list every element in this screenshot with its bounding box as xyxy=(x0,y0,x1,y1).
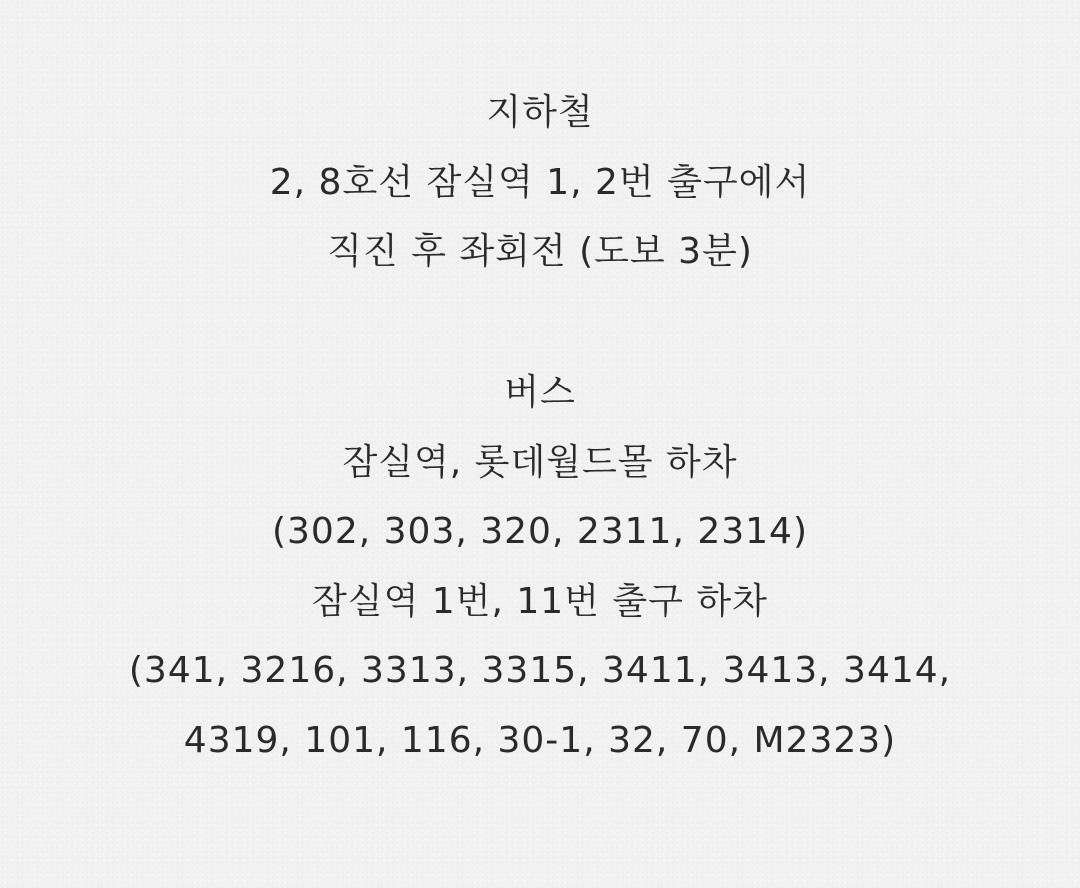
bus-stop-1-routes: (302, 303, 320, 2311, 2314) xyxy=(271,511,808,552)
subway-section xyxy=(0,78,1080,287)
bus-stop-2-routes-2: 4319, 101, 116, 30-1, 32, 70, M2323) xyxy=(183,719,897,761)
bus-stop-2-routes-1: (341, 3216, 3313, 3315, 3411, 3413, 3414, xyxy=(128,650,952,691)
bus-stop-1: 잠실역, 롯데월드몰 하차 xyxy=(342,441,738,483)
bus-stop-2: 잠실역 1번, 11번 출구 하차 xyxy=(312,580,768,622)
subway-exit-text: 2, 8호선 잠실역 1, 2번 출구에서 xyxy=(269,161,811,203)
bus-section xyxy=(0,358,1080,775)
subway-heading: 지하철 xyxy=(486,92,594,133)
bus-heading: 버스 xyxy=(504,372,576,413)
subway-walk-text: 직진 후 좌회전 (도보 3분) xyxy=(327,231,753,272)
